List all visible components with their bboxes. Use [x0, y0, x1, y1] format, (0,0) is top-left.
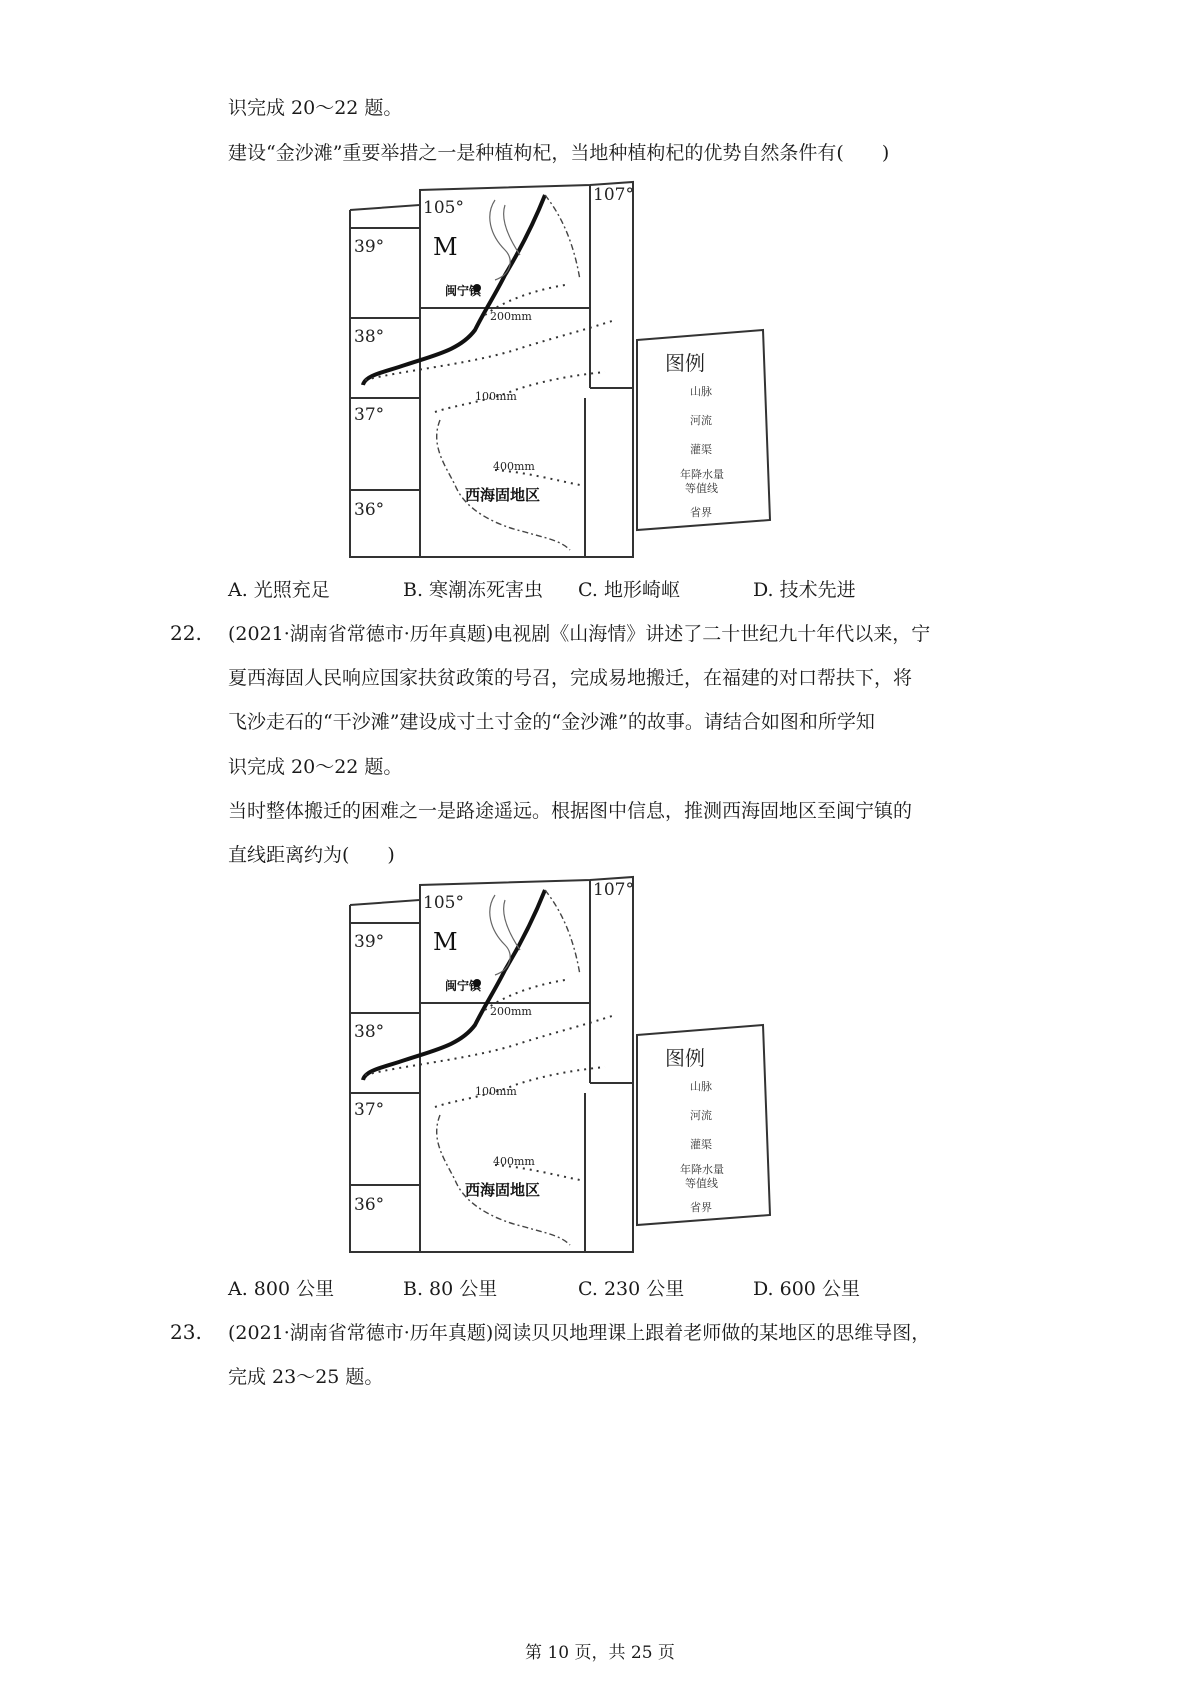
region-label: 西海固地区 — [465, 486, 541, 504]
q21-option-c[interactable]: C. 地形崎岖 — [578, 579, 680, 601]
legend-isoline: 等值线 — [685, 482, 718, 495]
q21-tail-line: 识完成 20～22 题。 — [228, 97, 403, 119]
legend-border: 省界 — [690, 506, 712, 519]
q23-line-2: 完成 23～25 题。 — [228, 1366, 384, 1388]
isohyet-200: 200mm — [490, 1005, 532, 1018]
lat-label-39: 39° — [354, 237, 385, 257]
lon-label-107: 107° — [593, 880, 634, 900]
m-label: M — [433, 233, 458, 261]
q22-option-b[interactable]: B. 80 公里 — [403, 1278, 498, 1300]
lat-label-38: 38° — [354, 1022, 385, 1042]
m-label: M — [433, 928, 458, 956]
isohyet-400: 400mm — [493, 460, 535, 473]
q21-options — [228, 575, 928, 602]
lat-label-39: 39° — [354, 932, 385, 952]
q22-line-6: 直线距离约为( ) — [228, 844, 395, 866]
q22-option-a[interactable]: A. 800 公里 — [228, 1278, 335, 1300]
region-label: 西海固地区 — [465, 1181, 541, 1199]
legend-isoline: 等值线 — [685, 1177, 718, 1190]
legend-title: 图例 — [665, 351, 705, 375]
lat-label-37: 37° — [354, 405, 385, 425]
lon-label-107: 107° — [593, 185, 634, 205]
q22-options — [228, 1274, 928, 1301]
q21-option-d[interactable]: D. 技术先进 — [753, 579, 856, 601]
town-label: 闽宁镇 — [445, 979, 482, 993]
q22-line-5: 当时整体搬迁的困难之一是路途遥远。根据图中信息，推测西海固地区至闽宁镇的 — [228, 800, 913, 822]
q22-option-d[interactable]: D. 600 公里 — [753, 1278, 860, 1300]
legend-border: 省界 — [690, 1201, 712, 1214]
q22-line-3: 飞沙走石的“干沙滩”建设成寸土寸金的“金沙滩”的故事。请结合如图和所学知 — [228, 711, 875, 733]
lat-label-38: 38° — [354, 327, 385, 347]
map-figure-1 — [345, 180, 775, 576]
q21-question: 建设“金沙滩”重要举措之一是种植枸杞，当地种植枸杞的优势自然条件有( ) — [228, 142, 890, 164]
legend-box — [637, 1025, 770, 1225]
lon-label-105: 105° — [423, 893, 464, 913]
legend-title: 图例 — [665, 1046, 705, 1070]
lat-label-36: 36° — [354, 500, 385, 520]
ningxia-map — [345, 875, 775, 1267]
lat-label-37: 37° — [354, 1100, 385, 1120]
isohyet-100: 100mm — [475, 390, 517, 403]
legend-river: 河流 — [690, 1109, 712, 1122]
q21-option-b[interactable]: B. 寒潮冻死害虫 — [403, 579, 544, 601]
lon-label-105: 105° — [423, 198, 464, 218]
legend-river: 河流 — [690, 414, 712, 427]
town-label: 闽宁镇 — [445, 284, 482, 298]
map-figure-2 — [345, 875, 775, 1271]
q22-line-1: (2021·湖南省常德市·历年真题)电视剧《山海情》讲述了二十世纪九十年代以来，宁 — [228, 623, 931, 645]
legend-rainfall: 年降水量 — [680, 1163, 724, 1176]
legend-rainfall: 年降水量 — [680, 468, 724, 481]
isohyet-100: 100mm — [475, 1085, 517, 1098]
legend-mountain: 山脉 — [690, 1080, 712, 1093]
legend-canal: 灌渠 — [690, 443, 712, 456]
q22-line-4: 识完成 20～22 题。 — [228, 756, 403, 778]
ningxia-map — [345, 180, 775, 572]
isohyet-200: 200mm — [490, 310, 532, 323]
legend-mountain: 山脉 — [690, 385, 712, 398]
q22-number: 22. — [170, 621, 202, 645]
q22-line-2: 夏西海固人民响应国家扶贫政策的号召，完成易地搬迁，在福建的对口帮扶下，将 — [228, 667, 913, 689]
q23-line-1: (2021·湖南省常德市·历年真题)阅读贝贝地理课上跟着老师做的某地区的思维导图， — [228, 1322, 931, 1344]
legend-canal: 灌渠 — [690, 1138, 712, 1151]
q22-option-c[interactable]: C. 230 公里 — [578, 1278, 685, 1300]
isohyet-400: 400mm — [493, 1155, 535, 1168]
lat-label-36: 36° — [354, 1195, 385, 1215]
page-footer: 第 10 页，共 25 页 — [525, 1643, 675, 1663]
q21-option-a[interactable]: A. 光照充足 — [228, 579, 330, 601]
legend-box — [637, 330, 770, 530]
q23-number: 23. — [170, 1320, 202, 1344]
